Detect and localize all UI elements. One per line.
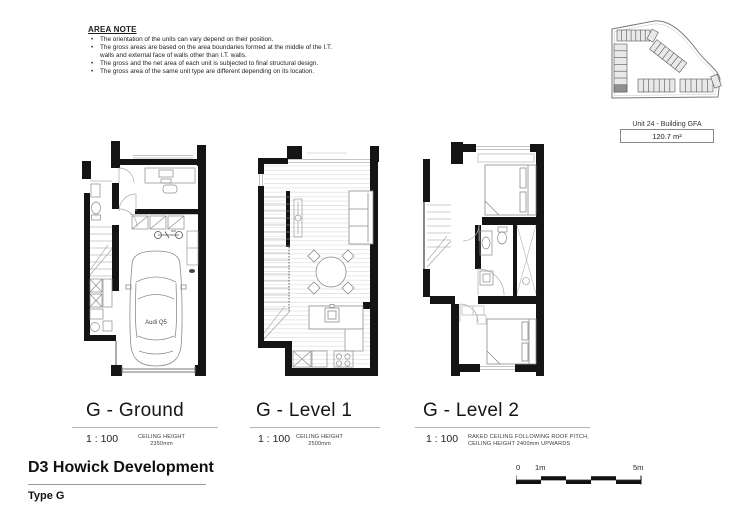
ground-floor-plan bbox=[75, 139, 230, 402]
car-audi-q5 bbox=[126, 251, 186, 366]
level2-floor-plan bbox=[418, 139, 573, 398]
plan-note-ground: CEILING HEIGHT 2350mm bbox=[138, 434, 186, 447]
project-title: D3 Howick Development bbox=[28, 459, 214, 476]
plan-note-level1: CEILING HEIGHT 2500mm bbox=[296, 434, 344, 447]
bicycle-symbol bbox=[155, 231, 183, 239]
bathroom-fixtures bbox=[480, 227, 507, 285]
ground-walls bbox=[82, 141, 206, 376]
plan-title-ground: G - Ground bbox=[86, 400, 185, 421]
area-note-title: AREA NOTE bbox=[88, 25, 137, 34]
level1-floor-plan-drawing bbox=[252, 139, 402, 398]
site-key-plan-drawing bbox=[604, 12, 724, 114]
scale-bar-label-0: 0 bbox=[516, 463, 521, 472]
project-title-rule bbox=[28, 484, 206, 485]
bollard-marker bbox=[189, 269, 195, 273]
study-desk bbox=[145, 168, 195, 193]
bed-2 bbox=[487, 319, 536, 364]
level1-floor-plan bbox=[252, 139, 402, 398]
plan-title-rule-level2 bbox=[415, 427, 590, 428]
ground-floor-plan-drawing bbox=[75, 139, 230, 402]
unit-type-label: Type G bbox=[28, 490, 65, 502]
plan-title-level2: G - Level 2 bbox=[423, 400, 520, 421]
plan-scale-ground: 1 : 100 bbox=[86, 433, 119, 445]
area-note-bullet: • The gross and the net area of each unit is subjected to final structural design. bbox=[88, 60, 388, 68]
ground-laundry bbox=[90, 279, 112, 332]
garage-door bbox=[116, 341, 195, 375]
graphic-scale-bar bbox=[514, 463, 646, 491]
unit-gfa-block bbox=[610, 121, 724, 143]
plan-scale-level1: 1 : 100 bbox=[258, 433, 291, 445]
scale-bar-graphic bbox=[516, 474, 644, 488]
shower bbox=[517, 225, 536, 294]
plan-title-rule-level1 bbox=[250, 427, 380, 428]
ground-toilet bbox=[91, 184, 101, 220]
plan-note-level2: RAKED CEILING FOLLOWING ROOF PITCH, CEILING HEIGHT 2400mm UPWARDS bbox=[468, 434, 589, 447]
ground-stairs bbox=[90, 227, 112, 276]
plan-scale-level2: 1 : 100 bbox=[426, 433, 459, 445]
level2-stairs bbox=[427, 205, 451, 267]
ground-door-arcs bbox=[119, 168, 137, 227]
area-note-bullet: • The orientation of the units can vary depend on their position. bbox=[88, 36, 388, 44]
unit-gfa-value: 120.7 m² bbox=[620, 129, 714, 143]
window-cabinet bbox=[478, 154, 534, 162]
bed2-robe bbox=[462, 306, 486, 324]
site-unit-24-highlight bbox=[614, 85, 627, 92]
ground-wardrobe bbox=[130, 215, 198, 230]
ground-cabinet bbox=[187, 231, 198, 265]
area-note-bullet: • The gross area of the same unit type are different depending on its location. bbox=[88, 68, 388, 76]
level2-floor-plan-drawing bbox=[418, 139, 573, 398]
bed-1 bbox=[485, 165, 536, 215]
car-label: Audi Q5 bbox=[145, 320, 167, 326]
plan-title-level1: G - Level 1 bbox=[256, 400, 353, 421]
unit-gfa-label: Unit 24 - Building GFA bbox=[632, 121, 702, 128]
sofa bbox=[349, 191, 373, 244]
site-key-plan bbox=[604, 12, 724, 114]
scale-bar-label-1m: 1m bbox=[535, 463, 546, 472]
site-building-blocks bbox=[614, 29, 721, 92]
area-note bbox=[88, 25, 388, 76]
plan-title-rule-ground bbox=[72, 427, 218, 428]
area-note-bullet: • The gross areas are based on the area boundaries formed at the middle of the I.T. walls and external face of walls other than I.T. walls. bbox=[88, 44, 388, 60]
scale-bar-label-5m: 5m bbox=[633, 463, 644, 472]
